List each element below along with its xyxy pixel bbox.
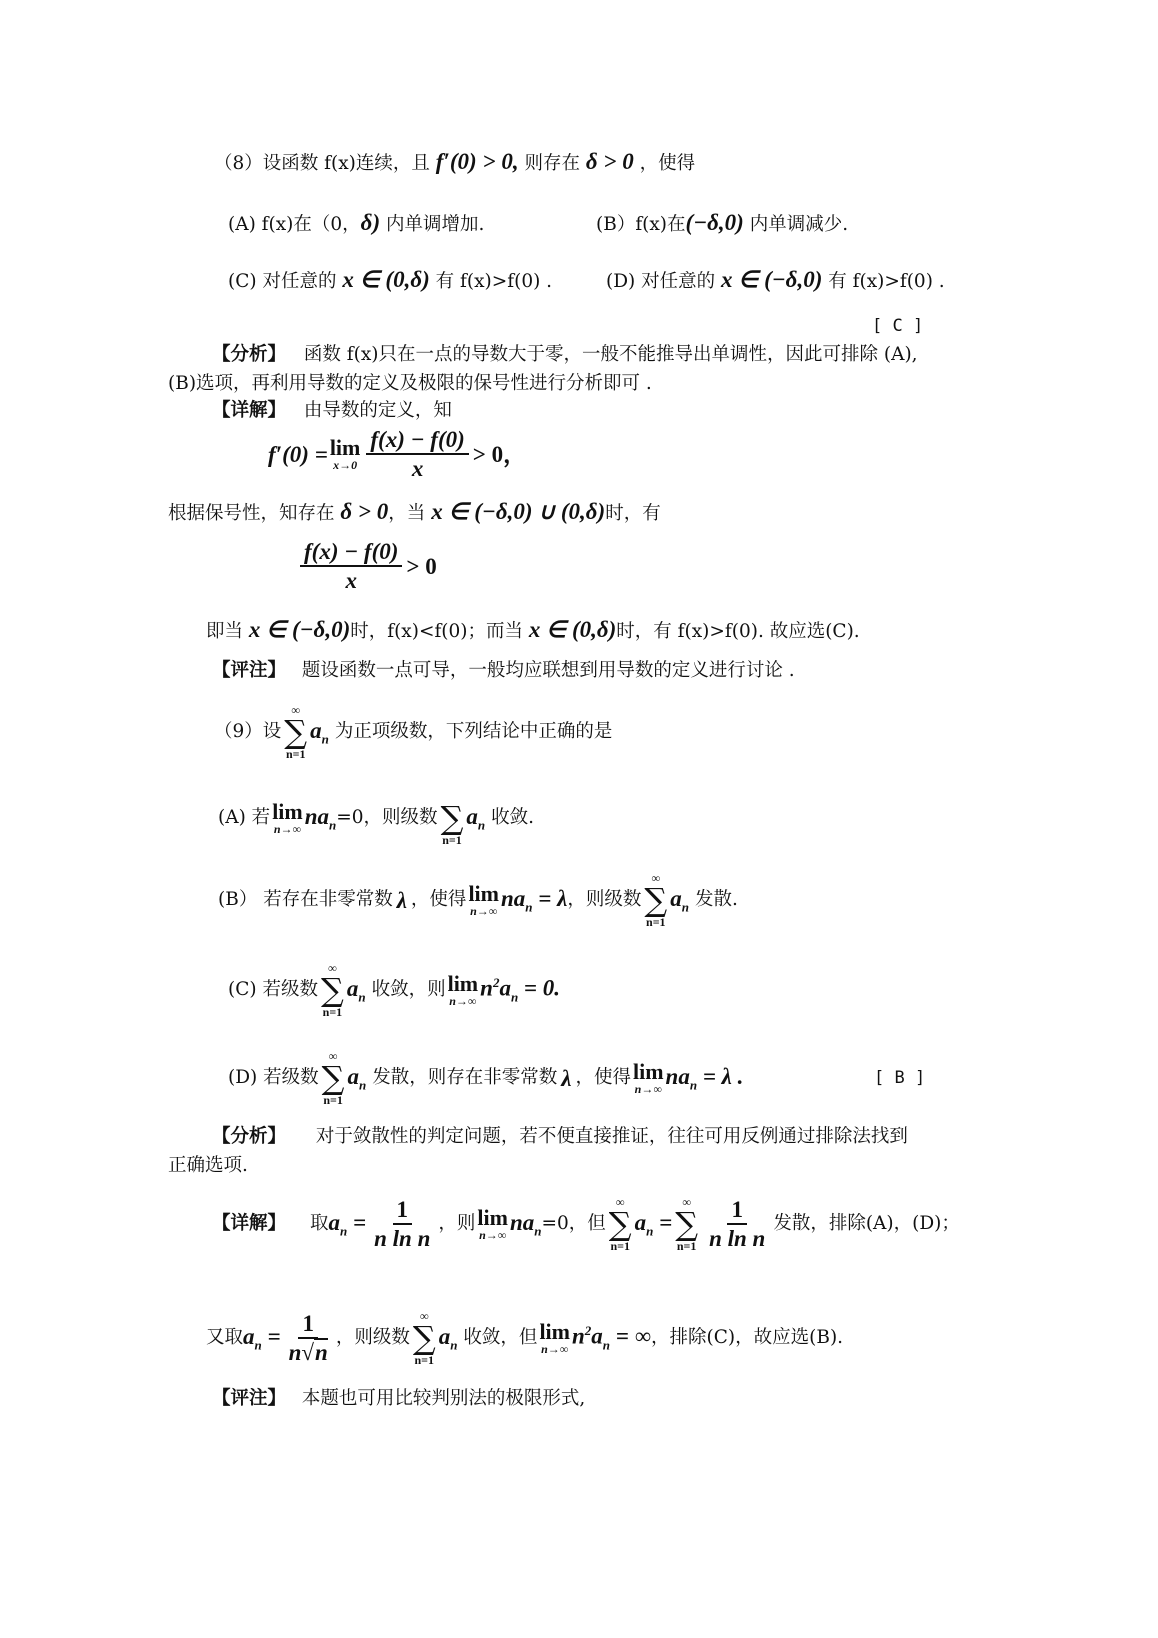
q9-detail-2: 又取 $a_n$ = $\frac{1}{n√n}$ ，则级数 ∞ ∑ n=1 $a_n$ 收敛，但 lim n→∞ $n^2a_n$ = ∞ ，排除(C)，故应选(B). — [206, 1309, 844, 1367]
note-tag: 【评注】 — [212, 660, 287, 681]
detail-tag: 【详解】 — [212, 1212, 287, 1234]
q8-analysis-cont: (B)选项，再利用导数的定义及极限的保号性进行分析即可 . — [168, 373, 652, 394]
analysis-tag: 【分析】 — [212, 1126, 287, 1147]
q8-note: 【评注】 题设函数一点可导，一般均应联想到用导数的定义进行讨论 . — [212, 660, 795, 681]
q8-quotient-formula: $\frac{f(x) - f(0)}{x}$ > 0 — [296, 540, 437, 592]
note-tag: 【评注】 — [212, 1388, 287, 1409]
q8-derivative-formula: f′(0) = lim x→0 $\frac{f(x) - f(0)}{x}$ > 0， — [268, 427, 527, 481]
q9-answer: [ B ] — [874, 1068, 926, 1088]
q9-stem: （9）设 ∞ ∑ n=1 $a_n$ 为正项级数，下列结论中正确的是 — [214, 703, 613, 761]
q8-sign-preserving: 根据保号性，知存在 δ > 0，当 x ∈ (−δ,0) ∪ (0,δ)时，有 — [168, 499, 661, 524]
detail-tag: 【详解】 — [212, 400, 287, 421]
sum-symbol: ∞ ∑ n=1 — [284, 703, 308, 761]
q8-option-b: (B）f(x)在(−δ,0) 内单调减少. — [596, 210, 849, 235]
q9-option-a: (A) 若 lim n→∞ $na_n$ =0，则级数 ∑ n=1 $a_n$ 收敛. — [218, 799, 535, 847]
math-delta-pos: δ > 0 — [585, 149, 634, 174]
q9-option-d: (D) 若级数 ∞ ∑ n=1 $a_n$ 发散，则存在非零常数 λ ，使得 lim n→∞ $na_n = \lambda$ . — [228, 1049, 744, 1107]
q8-answer: [ C ] — [872, 316, 924, 336]
q8-analysis: 【分析】 函数 f(x)只在一点的导数大于零，一般不能推导出单调性，因此可排除 (A), — [212, 344, 918, 365]
q9-detail: 【详解】 取 $a_n$ = $\frac{1}{\text{n ln n}}$ ，则 lim n→∞ $na_n$ =0，但 ∞ ∑ n=1 $a_n$ = ∞ ∑ n=1 $\frac{1}{\text{n ln n}}$ 发散，排除(A)，(D)； — [212, 1195, 960, 1253]
q8-option-d: (D) 对任意的 x ∈ (−δ,0) 有 f(x)>f(0) . — [606, 267, 945, 292]
q8-conclusion: 即当 x ∈ (−δ,0)时，f(x)<f(0)；而当 x ∈ (0,δ)时，有 f(x)>f(0). 故应选(C). — [206, 617, 860, 642]
q8-stem: （8）设函数 f(x)连续，且 f′(0) > 0, 则存在 δ > 0 ，使得 — [214, 149, 696, 174]
q9-analysis-cont: 正确选项. — [168, 1155, 248, 1176]
q8-detail: 【详解】 由导数的定义，知 — [212, 400, 452, 421]
q9-option-c: (C) 若级数 ∞ ∑ n=1 $a_n$ 收敛，则 lim n→∞ $n^2a_n = 0$. — [228, 961, 561, 1019]
math-fprime-pos: f′(0) > 0, — [435, 149, 519, 174]
q8-option-a: (A) f(x)在（0，δ) 内单调增加. — [228, 210, 485, 235]
analysis-tag: 【分析】 — [212, 344, 287, 365]
q8-option-c: (C) 对任意的 x ∈ (0,δ) 有 f(x)>f(0) . — [228, 267, 553, 292]
q9-note: 【评注】 本题也可用比较判别法的极限形式, — [212, 1388, 586, 1409]
q9-option-b: (B） 若存在非零常数 λ ，使得 lim n→∞ $na_n = \lambda$ ，则级数 ∞ ∑ n=1 $a_n$ 发散. — [218, 871, 738, 929]
q9-analysis: 【分析】 对于敛散性的判定问题，若不便直接推证，往往可用反例通过排除法找到 — [212, 1126, 908, 1147]
